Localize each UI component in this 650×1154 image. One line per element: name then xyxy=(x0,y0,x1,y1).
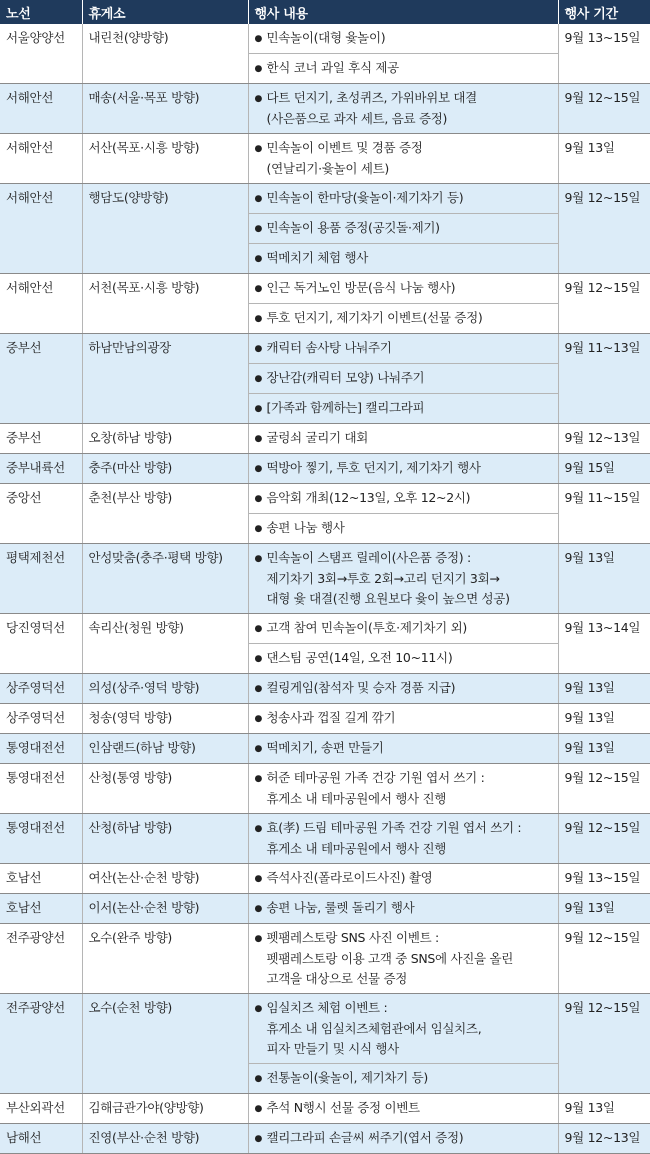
period-cell: 9월 11~15일 xyxy=(558,484,650,544)
route-cell: 중부내륙선 xyxy=(0,454,82,484)
event-cell xyxy=(248,424,558,454)
period-cell: 9월 13일 xyxy=(558,1094,650,1124)
period-cell: 9월 12~15일 xyxy=(558,994,650,1094)
rest-area-cell: 내린천(양방향) xyxy=(82,24,248,84)
event-text-continued: 펫팸레스토랑 이용 고객 중 SNS에 사진을 올린 xyxy=(266,951,514,966)
event-item xyxy=(249,24,558,54)
event-item xyxy=(249,1094,558,1123)
event-text: ● 송편 나눔, 룰렛 돌리기 행사 xyxy=(255,898,552,919)
event-text: ● 허준 테마공원 가족 건강 기원 엽서 쓰기 : xyxy=(255,768,552,789)
event-text: ● 떡메치기 체험 행사 xyxy=(255,248,552,269)
event-cell xyxy=(248,864,558,894)
event-cell xyxy=(248,704,558,734)
route-cell: 전주광양선 xyxy=(0,924,82,994)
event-text-continued: 대형 윷 대결(진행 요원보다 윷이 높으면 성공) xyxy=(266,591,510,606)
route-cell: 중부선 xyxy=(0,334,82,424)
table-row xyxy=(0,134,650,184)
period-cell: 9월 13일 xyxy=(558,704,650,734)
event-cell xyxy=(248,994,558,1094)
event-text: ● 떡방아 찧기, 투호 던지기, 제기차기 행사 xyxy=(255,458,552,479)
route-cell: 상주영덕선 xyxy=(0,674,82,704)
event-text: ● 굴렁쇠 굴리기 대회 xyxy=(255,428,552,449)
event-cell xyxy=(248,1124,558,1154)
table-row xyxy=(0,484,650,544)
event-item xyxy=(249,424,558,453)
event-text: ● 청송사과 껍질 길게 깎기 xyxy=(255,708,552,729)
event-item xyxy=(249,214,558,244)
event-cell xyxy=(248,734,558,764)
rest-area-cell: 오창(하남 방향) xyxy=(82,424,248,454)
table-row xyxy=(0,674,650,704)
rest-area-cell: 행담도(양방향) xyxy=(82,184,248,274)
route-cell: 호남선 xyxy=(0,894,82,924)
event-text: ● 고객 참여 민속놀이(투호·제기차기 외) xyxy=(255,618,552,639)
period-cell: 9월 13일 xyxy=(558,734,650,764)
event-item xyxy=(249,994,558,1064)
table-header-row xyxy=(0,0,650,24)
rest-area-cell: 여산(논산·순천 방향) xyxy=(82,864,248,894)
route-cell: 호남선 xyxy=(0,864,82,894)
period-cell: 9월 12~15일 xyxy=(558,924,650,994)
event-item xyxy=(249,364,558,394)
event-text-continued: 제기차기 3회→투호 2회→고리 던지기 3회→ xyxy=(266,571,500,586)
table-row xyxy=(0,454,650,484)
table-row xyxy=(0,184,650,274)
event-cell xyxy=(248,924,558,994)
period-cell: 9월 13~14일 xyxy=(558,614,650,674)
table-row xyxy=(0,814,650,864)
event-item xyxy=(249,244,558,273)
period-cell: 9월 12~15일 xyxy=(558,814,650,864)
route-cell: 서해안선 xyxy=(0,134,82,184)
event-text-continued: 고객을 대상으로 선물 증정 xyxy=(266,971,408,986)
table-row xyxy=(0,894,650,924)
header-route: 노선 xyxy=(0,0,82,24)
period-cell: 9월 15일 xyxy=(558,454,650,484)
rest-area-cell: 인삼랜드(하남 방향) xyxy=(82,734,248,764)
route-cell: 부산외곽선 xyxy=(0,1094,82,1124)
route-cell: 서울양양선 xyxy=(0,24,82,84)
event-text: ● 컬링게임(참석자 및 승자 경품 지급) xyxy=(255,678,552,699)
header-event: 행사 내용 xyxy=(248,0,558,24)
event-item xyxy=(249,644,558,673)
period-cell: 9월 13일 xyxy=(558,544,650,614)
header-period: 행사 기간 xyxy=(558,0,650,24)
period-cell: 9월 12~15일 xyxy=(558,274,650,334)
event-cell xyxy=(248,894,558,924)
route-cell: 당진영덕선 xyxy=(0,614,82,674)
event-cell xyxy=(248,134,558,184)
event-text: ● 민속놀이 용품 증정(공깃돌·제기) xyxy=(255,218,552,239)
table-row xyxy=(0,614,650,674)
route-cell: 상주영덕선 xyxy=(0,704,82,734)
route-cell: 통영대전선 xyxy=(0,814,82,864)
event-text: ● 장난감(캐릭터 모양) 나눠주기 xyxy=(255,368,552,389)
event-cell xyxy=(248,544,558,614)
event-text: ● 효(孝) 드림 테마공원 가족 건강 기원 엽서 쓰기 : xyxy=(255,818,552,839)
event-item xyxy=(249,514,558,543)
period-cell: 9월 12~13일 xyxy=(558,424,650,454)
table-row xyxy=(0,544,650,614)
event-cell xyxy=(248,84,558,134)
event-cell xyxy=(248,334,558,424)
table-row xyxy=(0,84,650,134)
event-item xyxy=(249,814,558,863)
route-cell: 통영대전선 xyxy=(0,734,82,764)
rest-area-cell: 충주(마산 방향) xyxy=(82,454,248,484)
event-item xyxy=(249,864,558,893)
table-row xyxy=(0,424,650,454)
event-cell xyxy=(248,24,558,84)
rest-area-cell: 오수(완주 방향) xyxy=(82,924,248,994)
event-cell xyxy=(248,764,558,814)
event-item xyxy=(249,454,558,483)
event-text-continued: 휴게소 내 테마공원에서 행사 진행 xyxy=(266,841,447,856)
table-row xyxy=(0,764,650,814)
event-text: ● 전통놀이(윷놀이, 제기차기 등) xyxy=(255,1068,552,1089)
event-item xyxy=(249,394,558,423)
table-row xyxy=(0,274,650,334)
event-item xyxy=(249,924,558,993)
table-body xyxy=(0,24,650,1154)
period-cell: 9월 12~15일 xyxy=(558,84,650,134)
event-text: ● 민속놀이 스탬프 릴레이(사은품 증정) : xyxy=(255,548,552,569)
event-item xyxy=(249,704,558,733)
event-text-continued: (사은품으로 과자 세트, 음료 증정) xyxy=(266,111,448,126)
rest-area-cell: 의성(상주·영덕 방향) xyxy=(82,674,248,704)
route-cell: 통영대전선 xyxy=(0,764,82,814)
period-cell: 9월 13~15일 xyxy=(558,24,650,84)
event-item xyxy=(249,304,558,333)
event-text-continued: (연날리기·윷놀이 세트) xyxy=(266,161,389,176)
event-item xyxy=(249,674,558,703)
rest-area-cell: 매송(서울·목포 방향) xyxy=(82,84,248,134)
header-rest-area: 휴게소 xyxy=(82,0,248,24)
table-row xyxy=(0,1094,650,1124)
event-text: ● 캘리그라피 손글씨 써주기(엽서 증정) xyxy=(255,1128,552,1149)
route-cell: 서해안선 xyxy=(0,274,82,334)
event-text: ● 민속놀이(대형 윷놀이) xyxy=(255,28,552,49)
event-item xyxy=(249,274,558,304)
event-item xyxy=(249,1064,558,1093)
table-row xyxy=(0,734,650,764)
event-text-continued: 휴게소 내 테마공원에서 행사 진행 xyxy=(266,791,447,806)
event-text: ● 떡메치기, 송편 만들기 xyxy=(255,738,552,759)
event-item xyxy=(249,84,558,133)
event-item xyxy=(249,614,558,644)
period-cell: 9월 13일 xyxy=(558,674,650,704)
event-cell xyxy=(248,184,558,274)
event-item xyxy=(249,764,558,813)
event-text: ● 음악회 개최(12~13일, 오후 12~2시) xyxy=(255,488,552,509)
route-cell: 서해안선 xyxy=(0,184,82,274)
event-text: ● [가족과 함께하는] 캘리그라피 xyxy=(255,398,552,419)
period-cell: 9월 13~15일 xyxy=(558,864,650,894)
table-row xyxy=(0,24,650,84)
event-text-continued: 피자 만들기 및 시식 행사 xyxy=(266,1041,399,1056)
route-cell: 전주광양선 xyxy=(0,994,82,1094)
table-row xyxy=(0,994,650,1094)
event-cell xyxy=(248,674,558,704)
table-row xyxy=(0,334,650,424)
event-text: ● 댄스팀 공연(14일, 오전 10~11시) xyxy=(255,648,552,669)
table-row xyxy=(0,1124,650,1154)
period-cell: 9월 12~15일 xyxy=(558,184,650,274)
event-item xyxy=(249,54,558,83)
event-text: ● 투호 던지기, 제기차기 이벤트(선물 증정) xyxy=(255,308,552,329)
rest-area-cell: 산청(하남 방향) xyxy=(82,814,248,864)
event-text: ● 즉석사진(폴라로이드사진) 촬영 xyxy=(255,868,552,889)
event-text: ● 다트 던지기, 초성퀴즈, 가위바위보 대결 xyxy=(255,88,552,109)
event-cell xyxy=(248,484,558,544)
event-cell xyxy=(248,454,558,484)
event-item xyxy=(249,894,558,923)
rest-area-cell: 진영(부산·순천 방향) xyxy=(82,1124,248,1154)
period-cell: 9월 13일 xyxy=(558,894,650,924)
table-row xyxy=(0,704,650,734)
event-item xyxy=(249,134,558,183)
event-text: ● 송편 나눔 행사 xyxy=(255,518,552,539)
route-cell: 서해안선 xyxy=(0,84,82,134)
period-cell: 9월 12~13일 xyxy=(558,1124,650,1154)
event-text: ● 민속놀이 한마당(윷놀이·제기차기 등) xyxy=(255,188,552,209)
rest-area-cell: 김해금관가야(양방향) xyxy=(82,1094,248,1124)
event-item xyxy=(249,544,558,613)
event-text: ● 한식 코너 과일 후식 제공 xyxy=(255,58,552,79)
route-cell: 평택제천선 xyxy=(0,544,82,614)
rest-area-cell: 서천(목포·시흥 방향) xyxy=(82,274,248,334)
event-text-continued: 휴게소 내 임실치즈체험관에서 임실치즈, xyxy=(266,1021,482,1036)
event-text: ● 인근 독거노인 방문(음식 나눔 행사) xyxy=(255,278,552,299)
route-cell: 중앙선 xyxy=(0,484,82,544)
event-cell xyxy=(248,814,558,864)
rest-area-cell: 청송(영덕 방향) xyxy=(82,704,248,734)
event-cell xyxy=(248,274,558,334)
rest-area-cell: 하남만남의광장 xyxy=(82,334,248,424)
table-row xyxy=(0,924,650,994)
event-text: ● 펫팸레스토랑 SNS 사진 이벤트 : xyxy=(255,928,552,949)
rest-area-cell: 산청(통영 방향) xyxy=(82,764,248,814)
rest-area-cell: 이서(논산·순천 방향) xyxy=(82,894,248,924)
period-cell: 9월 11~13일 xyxy=(558,334,650,424)
event-cell xyxy=(248,614,558,674)
event-item xyxy=(249,334,558,364)
rest-area-cell: 오수(순천 방향) xyxy=(82,994,248,1094)
event-item xyxy=(249,184,558,214)
rest-area-cell: 서산(목포·시흥 방향) xyxy=(82,134,248,184)
rest-area-cell: 안성맞춤(충주·평택 방향) xyxy=(82,544,248,614)
event-item xyxy=(249,734,558,763)
table-row xyxy=(0,864,650,894)
event-text: ● 민속놀이 이벤트 및 경품 증정 xyxy=(255,138,552,159)
route-cell: 중부선 xyxy=(0,424,82,454)
event-text: ● 추석 N행시 선물 증정 이벤트 xyxy=(255,1098,552,1119)
event-item xyxy=(249,484,558,514)
period-cell: 9월 12~15일 xyxy=(558,764,650,814)
rest-area-cell: 춘천(부산 방향) xyxy=(82,484,248,544)
event-cell xyxy=(248,1094,558,1124)
event-item xyxy=(249,1124,558,1153)
route-cell: 남해선 xyxy=(0,1124,82,1154)
event-text: ● 캐릭터 솜사탕 나눠주기 xyxy=(255,338,552,359)
event-text: ● 임실치즈 체험 이벤트 : xyxy=(255,998,552,1019)
rest-area-cell: 속리산(청원 방향) xyxy=(82,614,248,674)
period-cell: 9월 13일 xyxy=(558,134,650,184)
